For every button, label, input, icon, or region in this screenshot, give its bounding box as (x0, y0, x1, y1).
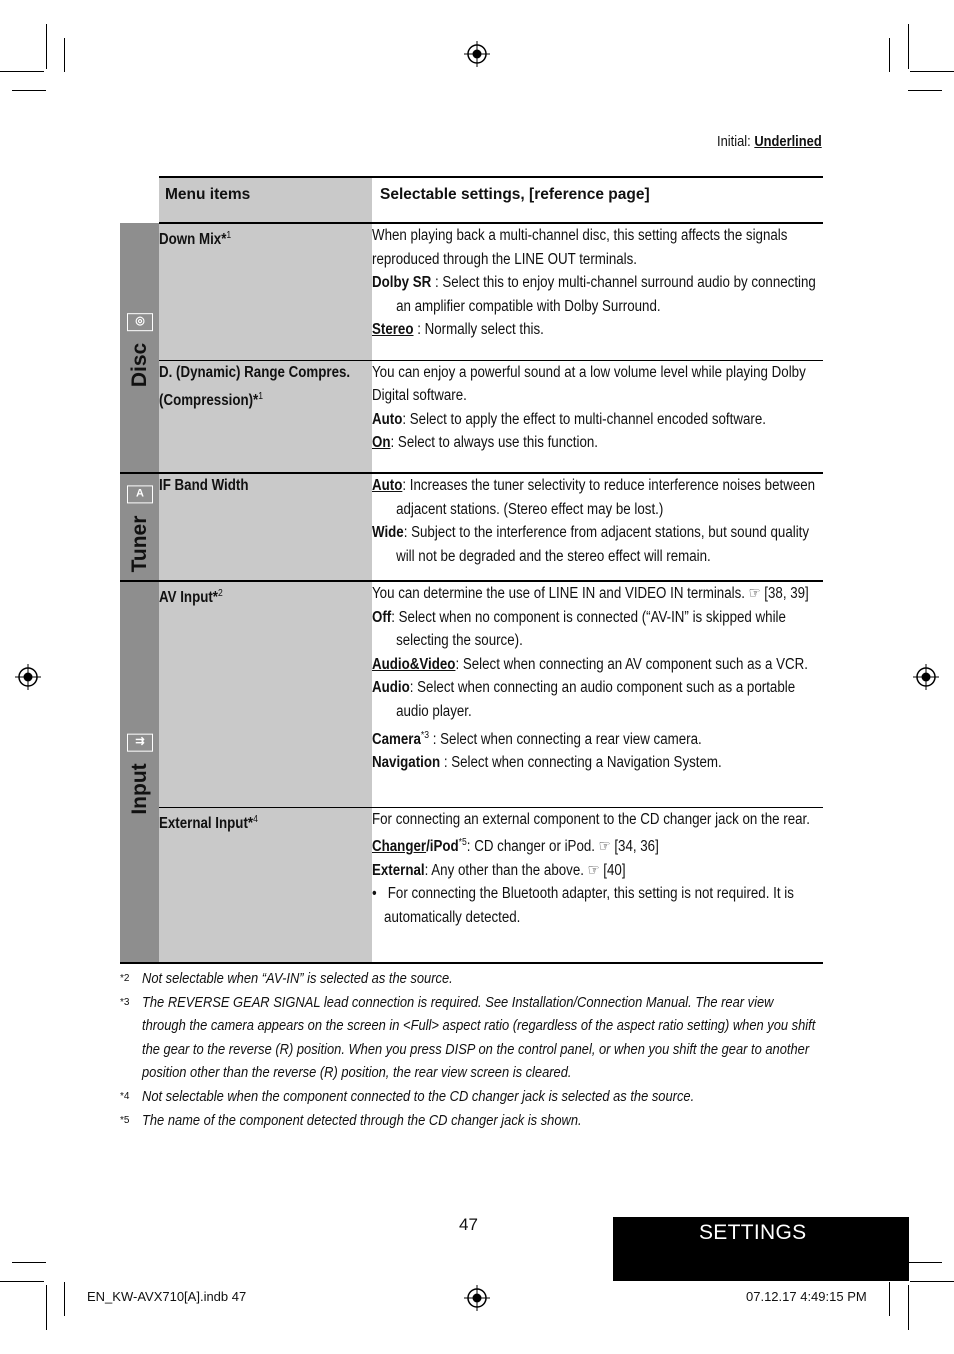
crop-mark (908, 24, 909, 69)
crop-mark (46, 1285, 47, 1330)
crop-mark (889, 1282, 890, 1316)
registration-mark-icon (15, 664, 41, 690)
footnote: *5 The name of the component detected through the CD changer jack is shown. (120, 1111, 582, 1129)
crop-mark (0, 1281, 44, 1282)
antenna-icon: A (127, 486, 153, 504)
input-icon: ⇉ (127, 733, 153, 751)
menu-item-if-band-width: IF Band Width (159, 473, 372, 581)
group-tab-input (120, 581, 159, 963)
menu-item-external-input: External Input*$^4$ (159, 807, 372, 963)
registration-mark-icon (464, 1285, 490, 1311)
crop-mark (46, 24, 47, 69)
section-tab (613, 1217, 909, 1281)
header-settings: Selectable settings, [reference page] (372, 177, 823, 223)
disc-icon: ◎ (127, 312, 153, 330)
crop-mark (908, 1285, 909, 1330)
footer-timestamp: 07.12.17 4:49:15 PM (746, 1289, 867, 1304)
setting-desc-down-mix: When playing back a multi-channel disc, this setting affects the signals reproduced through the LINE OUT terminals. Dolby SR : Select this to enjoy multi-channel surround audio by connecting an amplifier compatible with Dolby Surround. Stereo : Normally select this. (372, 223, 823, 360)
table-row (120, 223, 823, 360)
crop-mark (908, 90, 942, 91)
footnote: *2 Not selectable when “AV-IN” is selected as the source. (120, 970, 453, 987)
page-number: 47 (459, 1215, 478, 1234)
initial-legend: Initial: Underlined (717, 133, 822, 150)
group-label-tuner: Tuner (127, 515, 151, 573)
group-tab-disc (120, 223, 159, 473)
setting-desc-external-input: For connecting an external component to the CD changer jack on the rear. Changer/iPod$^{*5}$: CD changer or iPod. ☞ [34, 36] External: Any other than the above. ☞ [40] • For connecting the Bluetooth adapter, this setting is not required. It is automatically detected. (372, 807, 823, 963)
crop-mark (889, 38, 890, 72)
crop-mark (12, 90, 46, 91)
table-row (120, 473, 823, 581)
crop-mark (910, 1281, 954, 1282)
registration-mark-icon (913, 664, 939, 690)
settings-table (120, 176, 823, 964)
table-row (120, 807, 823, 963)
group-label-input: Input (127, 763, 151, 815)
section-tab-label: SETTINGS (699, 1221, 807, 1244)
footnote: *4 Not selectable when the component connected to the CD changer jack is selected as the source. (120, 1087, 695, 1105)
crop-mark (910, 71, 954, 72)
initial-value: Underlined (754, 133, 822, 150)
crop-mark (908, 1262, 942, 1263)
crop-mark (64, 38, 65, 72)
footer-file-info: EN_KW-AVX710[A].indb 47 (87, 1289, 247, 1304)
group-label-disc: Disc (127, 342, 151, 387)
setting-desc-drc: You can enjoy a powerful sound at a low volume level while playing Dolby Digital software. Auto: Select to apply the effect to multi-channel encoded software. On: Select to always use this function. (372, 360, 823, 473)
menu-item-down-mix: Down Mix*$^1$ (159, 223, 372, 360)
registration-mark-icon (464, 41, 490, 67)
crop-mark (64, 1282, 65, 1316)
menu-item-av-input: AV Input*$^2$ (159, 581, 372, 807)
menu-item-drc: D. (Dynamic) Range Compres. (Compression)*$^1$ (159, 360, 372, 473)
setting-desc-if-band-width: Auto: Increases the tuner selectivity to reduce interference noises between adjacent stations. (Stereo effect may be lost.) Wide: Subject to the interference from adjacent stations, but sound quality will not be degraded and the stereo effect will remain. (372, 473, 823, 581)
group-tab-tuner (120, 473, 159, 581)
header-menu-items: Menu items (159, 177, 372, 223)
table-row (120, 581, 823, 807)
crop-mark (0, 71, 44, 72)
footnote: *3 The REVERSE GEAR SIGNAL lead connection is required. See Installation/Connection Manual. The rear view through the camera appears on the screen in <Full> aspect ratio (regardless of the aspect ratio setting) when you shift the gear to the reverse (R) position. When you press DISP on the control panel, or when you shift the gear to another position other than the reverse (R) position, the rear view screen is cleared. (120, 993, 816, 1082)
setting-desc-av-input: You can determine the use of LINE IN and VIDEO IN terminals. ☞ [38, 39] Off: Select when no component is connected (“AV-IN” is skipped while selecting the source). Audio&Video: Select when connecting an AV component such as a VCR. Audio: Select when connecting an audio component such as a portable audio player. Camera$^{*3}$ : Select when connecting a rear view camera. Navigation : Select when connecting a Navigation System. (372, 581, 823, 807)
table-header (120, 177, 823, 223)
table-row (120, 360, 823, 473)
crop-mark (12, 1262, 46, 1263)
footnotes (120, 967, 820, 1132)
